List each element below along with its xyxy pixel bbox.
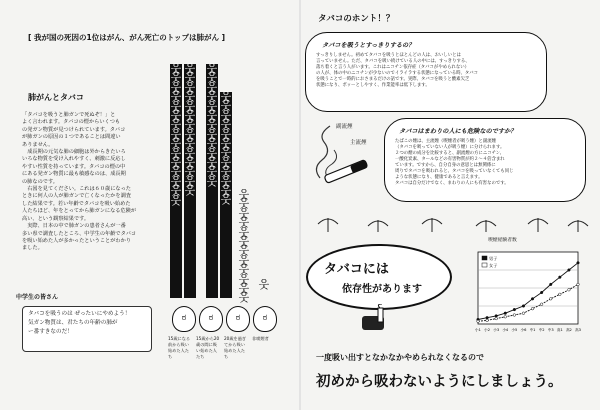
chart-x-tick: 小5 xyxy=(511,328,518,332)
answer-line: すっきりしません。初めてタバコを吸うとほとんどの人は、おいしいとは xyxy=(316,53,461,58)
chart-legend-swatch xyxy=(482,263,487,267)
chart-point xyxy=(540,291,543,294)
body-line: いろな物質を受け入れやすく、刺激に反応し xyxy=(22,156,126,163)
person-figure-icon: 웃 xyxy=(184,137,196,151)
person-figure-icon: 웃 xyxy=(170,184,182,198)
memo-title: 中学生の皆さん xyxy=(16,294,59,301)
cause-of-death-header xyxy=(28,32,225,43)
person-figure-icon: 웃 xyxy=(238,282,250,296)
smoke-illustration xyxy=(304,120,382,200)
person-figure-icon: 웃 xyxy=(238,291,250,305)
person-figure-icon: 웃 xyxy=(170,99,182,113)
chart-point xyxy=(577,283,580,286)
question-others: タバコはまわりの人にも危険なのですか？ xyxy=(399,128,517,135)
person-figure-icon: 웃 xyxy=(220,118,232,132)
bottom-warning-line1: 一度吸い出すとなかなかやめられなくなるので xyxy=(316,353,484,362)
answer-line: 状態になり、ボッーとしやすく、作業能率は低下します。 xyxy=(316,83,430,88)
figure-column-under15-b xyxy=(184,64,196,298)
section-title-lung-cancer: 肺がんとタバコ xyxy=(28,93,84,102)
person-figure-icon: 웃 xyxy=(206,174,218,188)
label-mainstream-smoke: 主流煙 xyxy=(350,140,367,146)
chart-legend-swatch xyxy=(482,256,487,260)
person-figure-icon: 웃 xyxy=(184,109,196,123)
figure-column-under15 xyxy=(170,64,182,298)
answer-line: たばこの煙は、主流煙（喫煙者が吸う煙）と副流煙 xyxy=(395,139,496,144)
answer-refreshing xyxy=(316,53,540,89)
chart-point xyxy=(504,312,507,315)
body-line: を吸い始めた人が多かったということがわかり xyxy=(22,237,131,244)
caption-nonsmoker: 非喫煙者 xyxy=(252,336,269,341)
chart-point xyxy=(568,269,571,272)
student-memo xyxy=(16,294,156,356)
person-figure-icon: 웃 xyxy=(170,174,182,188)
person-figure-icon: 웃 xyxy=(220,174,232,188)
body-line: した結果です。若い年齢でタバコを吸い始めた xyxy=(22,200,131,207)
answer-line: 言っていません。ただ、タバコを吸い続けている人の中には、すっきりする、 xyxy=(316,59,470,64)
chart-x-tick: 小1 xyxy=(475,328,481,332)
person-figure-icon: 웃 xyxy=(184,184,196,198)
person-figure-icon: 웃 xyxy=(220,146,232,160)
chart-point xyxy=(513,308,516,311)
answer-line: 落ち着くと言う人がいます。これはニコチン依存症（タバコがやめられない） xyxy=(316,65,470,70)
chart-point xyxy=(549,283,552,286)
chart-x-tick: 小6 xyxy=(520,328,527,332)
chart-x-tick: 小3 xyxy=(493,328,500,332)
person-figure-icon: 웃 xyxy=(238,244,250,258)
header-middle: 、がん死亡のトップは xyxy=(121,33,197,42)
question-refreshing: タバコを吸うとすっきりするの？ xyxy=(322,42,415,49)
answer-line: ２つの煙の成分を比較すると、副流煙の方にニコチン、 xyxy=(395,151,505,156)
person-figure-icon: 웃 xyxy=(258,278,270,291)
body-line: よく言われます。タバコの煙からいくつも xyxy=(22,119,121,126)
chart-x-tick: 中3 xyxy=(547,328,554,332)
person-figure-icon: 웃 xyxy=(238,197,250,211)
person-figure-icon: 웃 xyxy=(220,193,232,207)
chart-point xyxy=(504,316,507,319)
memo-text xyxy=(23,307,151,340)
label-sidestream-smoke: 副流煙 xyxy=(336,124,353,130)
person-figure-icon: 웃 xyxy=(184,146,196,160)
chart-point xyxy=(486,316,489,319)
chart-title: 喫煙経験者数 xyxy=(488,238,517,243)
person-figure-icon: 웃 xyxy=(220,90,232,103)
caption-under15: 15歳になる前から吸い始めた人たち xyxy=(168,336,191,359)
caption-over20: 20歳を過ぎてから吸い始めた人たち xyxy=(224,336,247,359)
face-icon: ಠ xyxy=(199,306,223,332)
chart-point xyxy=(540,303,543,306)
chart-point xyxy=(486,319,489,322)
header-word-lung-cancer: 肺がん xyxy=(196,33,220,42)
person-figure-icon: 웃 xyxy=(170,118,182,132)
chart-x-tick: 小2 xyxy=(484,328,491,332)
chart-point xyxy=(495,315,498,318)
answer-others xyxy=(395,139,579,187)
person-figure-icon: 웃 xyxy=(184,174,196,188)
body-line: 多い県で調査したところ、中学生の年齢でタバコ xyxy=(22,230,137,237)
dependency-line1: タバコには xyxy=(324,262,389,277)
person-figure-icon: 웃 xyxy=(238,272,250,286)
answer-line: ています。ですから、自分自身の意思とは無関係に xyxy=(395,163,496,168)
person-figure-icon: 웃 xyxy=(170,156,182,170)
person-figure-icon: 웃 xyxy=(184,99,196,113)
person-figure-icon: 웃 xyxy=(184,62,196,75)
chart-x-tick: 中2 xyxy=(538,328,545,332)
person-figure-icon: 웃 xyxy=(220,108,232,122)
person-figure-icon: 웃 xyxy=(238,235,250,249)
person-figure-icon: 웃 xyxy=(220,184,232,198)
person-figure-icon: 웃 xyxy=(220,165,232,179)
body-line: 人たちほど、年をとってから肺ガンになる危険が xyxy=(22,208,137,215)
person-figure-icon: 웃 xyxy=(170,193,182,207)
answer-line: の人が、体の中のニコチンが少ないのでイライラする状態になっている時、タバコ xyxy=(316,71,479,76)
person-figure-icon: 웃 xyxy=(238,263,250,277)
person-figure-icon: 웃 xyxy=(220,127,232,141)
chart-x-tick: 高1 xyxy=(556,328,563,332)
person-figure-icon: 웃 xyxy=(170,146,182,160)
body-line: ありません。 xyxy=(22,141,54,148)
memo-line: タバコを吸うのは ぜったいにやめよう！ xyxy=(28,311,131,317)
chart-svg xyxy=(462,238,586,338)
person-figure-icon: 웃 xyxy=(238,206,250,220)
answer-line: （タバコを吸っていない人が吸う煙）に分けられます。 xyxy=(395,145,505,150)
body-line: の肺なのです。 xyxy=(22,178,58,185)
question-box-others xyxy=(384,118,586,202)
figure-column-15to20 xyxy=(206,64,218,298)
person-figure-icon: 웃 xyxy=(184,71,196,85)
chart-point xyxy=(568,289,571,292)
body-line: 高い、という観察結果です。 xyxy=(22,215,90,222)
chart-point xyxy=(531,298,534,301)
chart-point xyxy=(531,307,534,310)
chart-point xyxy=(559,276,562,279)
header-suffix: ] xyxy=(219,33,226,42)
person-figure-icon: 웃 xyxy=(184,127,196,141)
person-figure-icon: 웃 xyxy=(170,62,182,75)
person-figure-icon: 웃 xyxy=(206,71,218,85)
smoking-experience-chart xyxy=(462,238,586,338)
chart-point xyxy=(522,312,525,315)
answer-line: 一酸化炭素、タールなどの有害物質が約２～４倍含まれ xyxy=(395,157,505,162)
lung-cancer-body xyxy=(22,112,162,253)
person-figure-icon: 웃 xyxy=(206,109,218,123)
umbrella-divider xyxy=(306,210,596,238)
person-figure-icon: 웃 xyxy=(170,109,182,123)
person-figure-icon: 웃 xyxy=(170,127,182,141)
person-figure-icon: 웃 xyxy=(238,216,250,230)
chart-x-tick: 小4 xyxy=(502,328,509,332)
answer-line: ような状態になり、健康であると言えます。 xyxy=(395,175,483,180)
question-box-refreshing xyxy=(305,32,547,112)
person-figure-icon: 웃 xyxy=(206,165,218,179)
chart-point xyxy=(522,305,525,308)
person-figure-icon: 웃 xyxy=(170,90,182,104)
chart-point xyxy=(495,317,498,320)
body-line: 右図を見てください。これは６０歳になった xyxy=(22,186,131,193)
chart-x-tick: 高3 xyxy=(575,328,581,332)
body-line: 実際、日本の中で肺ガンの患者さんが一番 xyxy=(22,223,126,230)
person-figure-icon: 웃 xyxy=(170,71,182,85)
figure-column-15to20-b xyxy=(220,92,232,298)
body-line: ました。 xyxy=(22,245,43,252)
person-figure-icon: 웃 xyxy=(170,137,182,151)
chart-point xyxy=(559,293,562,296)
chart-x-tick: 中1 xyxy=(529,328,536,332)
dependency-oval xyxy=(306,244,452,310)
face-icon: ಠ xyxy=(172,306,196,332)
person-figure-icon: 웃 xyxy=(184,118,196,132)
person-figure-icon: 웃 xyxy=(206,146,218,160)
chart-x-tick: 高2 xyxy=(565,328,572,332)
smoking-start-age-figure xyxy=(168,62,278,305)
person-figure-icon: 웃 xyxy=(206,156,218,170)
face-icon: ಠ xyxy=(253,306,277,332)
person-figure-icon: 웃 xyxy=(220,99,232,113)
chart-point xyxy=(549,298,552,301)
header-word-cancer: がん xyxy=(106,33,122,42)
face-icon: ಠ xyxy=(226,306,250,332)
person-figure-icon: 웃 xyxy=(184,90,196,104)
memo-box xyxy=(22,306,152,352)
body-line: やすい性質を持っています。タバコの煙の中 xyxy=(22,163,126,170)
person-figure-icon: 웃 xyxy=(184,156,196,170)
person-figure-icon: 웃 xyxy=(184,80,196,94)
person-figure-icon: 웃 xyxy=(238,188,250,201)
chart-point xyxy=(577,262,580,265)
person-figure-icon: 웃 xyxy=(170,165,182,179)
chart-legend-label: 男子 xyxy=(489,256,498,261)
answer-line: 周りでタバコを吸われると、タバコを吸っていなくても同じ xyxy=(395,169,514,174)
person-figure-icon: 웃 xyxy=(206,127,218,141)
body-line: 成長期の元気な肺の細胞は外からきたいろ xyxy=(22,149,126,156)
dependency-line2: 依存性があります xyxy=(342,284,422,295)
chart-point xyxy=(477,320,480,323)
person-figure-icon: 웃 xyxy=(220,137,232,151)
person-figure-icon: 웃 xyxy=(206,62,218,75)
chart-legend-label: 女子 xyxy=(489,263,498,268)
person-figure-icon: 웃 xyxy=(206,90,218,104)
person-figure-icon: 웃 xyxy=(238,225,250,239)
body-line: にある発ガン物質に最も敏感なのは、成長期 xyxy=(22,171,126,178)
chart-point xyxy=(513,314,516,317)
bottom-warning-line2: 初めから吸わないようにしましょう。 xyxy=(316,374,563,390)
body-line: が肺ガンの原因の１つであることは間違い xyxy=(22,134,121,141)
figure-column-nonsmoker xyxy=(258,280,270,298)
caption-15to20: 15歳から20歳の間に吸い始めた人たち xyxy=(196,336,220,359)
person-figure-icon: 웃 xyxy=(238,253,250,267)
page-fold xyxy=(299,0,301,410)
person-figure-icon: 웃 xyxy=(206,99,218,113)
person-figure-icon: 웃 xyxy=(170,80,182,94)
figure-column-over20 xyxy=(238,188,250,305)
body-line: 「タバコを吸うと肺ガンで死ぬぞ！」と xyxy=(22,112,116,118)
header-prefix: [ 我が国の死因の1位は xyxy=(28,33,107,42)
body-line: の発ガン物質が見つけられています。タバコ xyxy=(22,126,126,133)
answer-line: タバコは自分だけでなく、まわりの人にも有害なのです。 xyxy=(395,181,509,186)
memo-line: ー番すきなのだ！ xyxy=(28,329,73,335)
person-figure-icon: 웃 xyxy=(206,80,218,94)
answer-line: を吸うことで一時的におさまるだけの話です。実際、タバコを吸うと酸素欠乏 xyxy=(316,77,470,82)
person-figure-icon: 웃 xyxy=(206,118,218,132)
right-page-title: タバコのホント！？ xyxy=(318,14,395,24)
memo-line: 気ガン物質は、君たちの年齢の肺が xyxy=(28,320,118,326)
person-figure-icon: 웃 xyxy=(206,137,218,151)
person-figure-icon: 웃 xyxy=(184,165,196,179)
person-figure-icon: 웃 xyxy=(220,155,232,169)
body-line: ときに何人の人が肺ガンで亡くなったかを調査 xyxy=(22,193,131,200)
hand-cigarette-illustration xyxy=(356,304,400,338)
